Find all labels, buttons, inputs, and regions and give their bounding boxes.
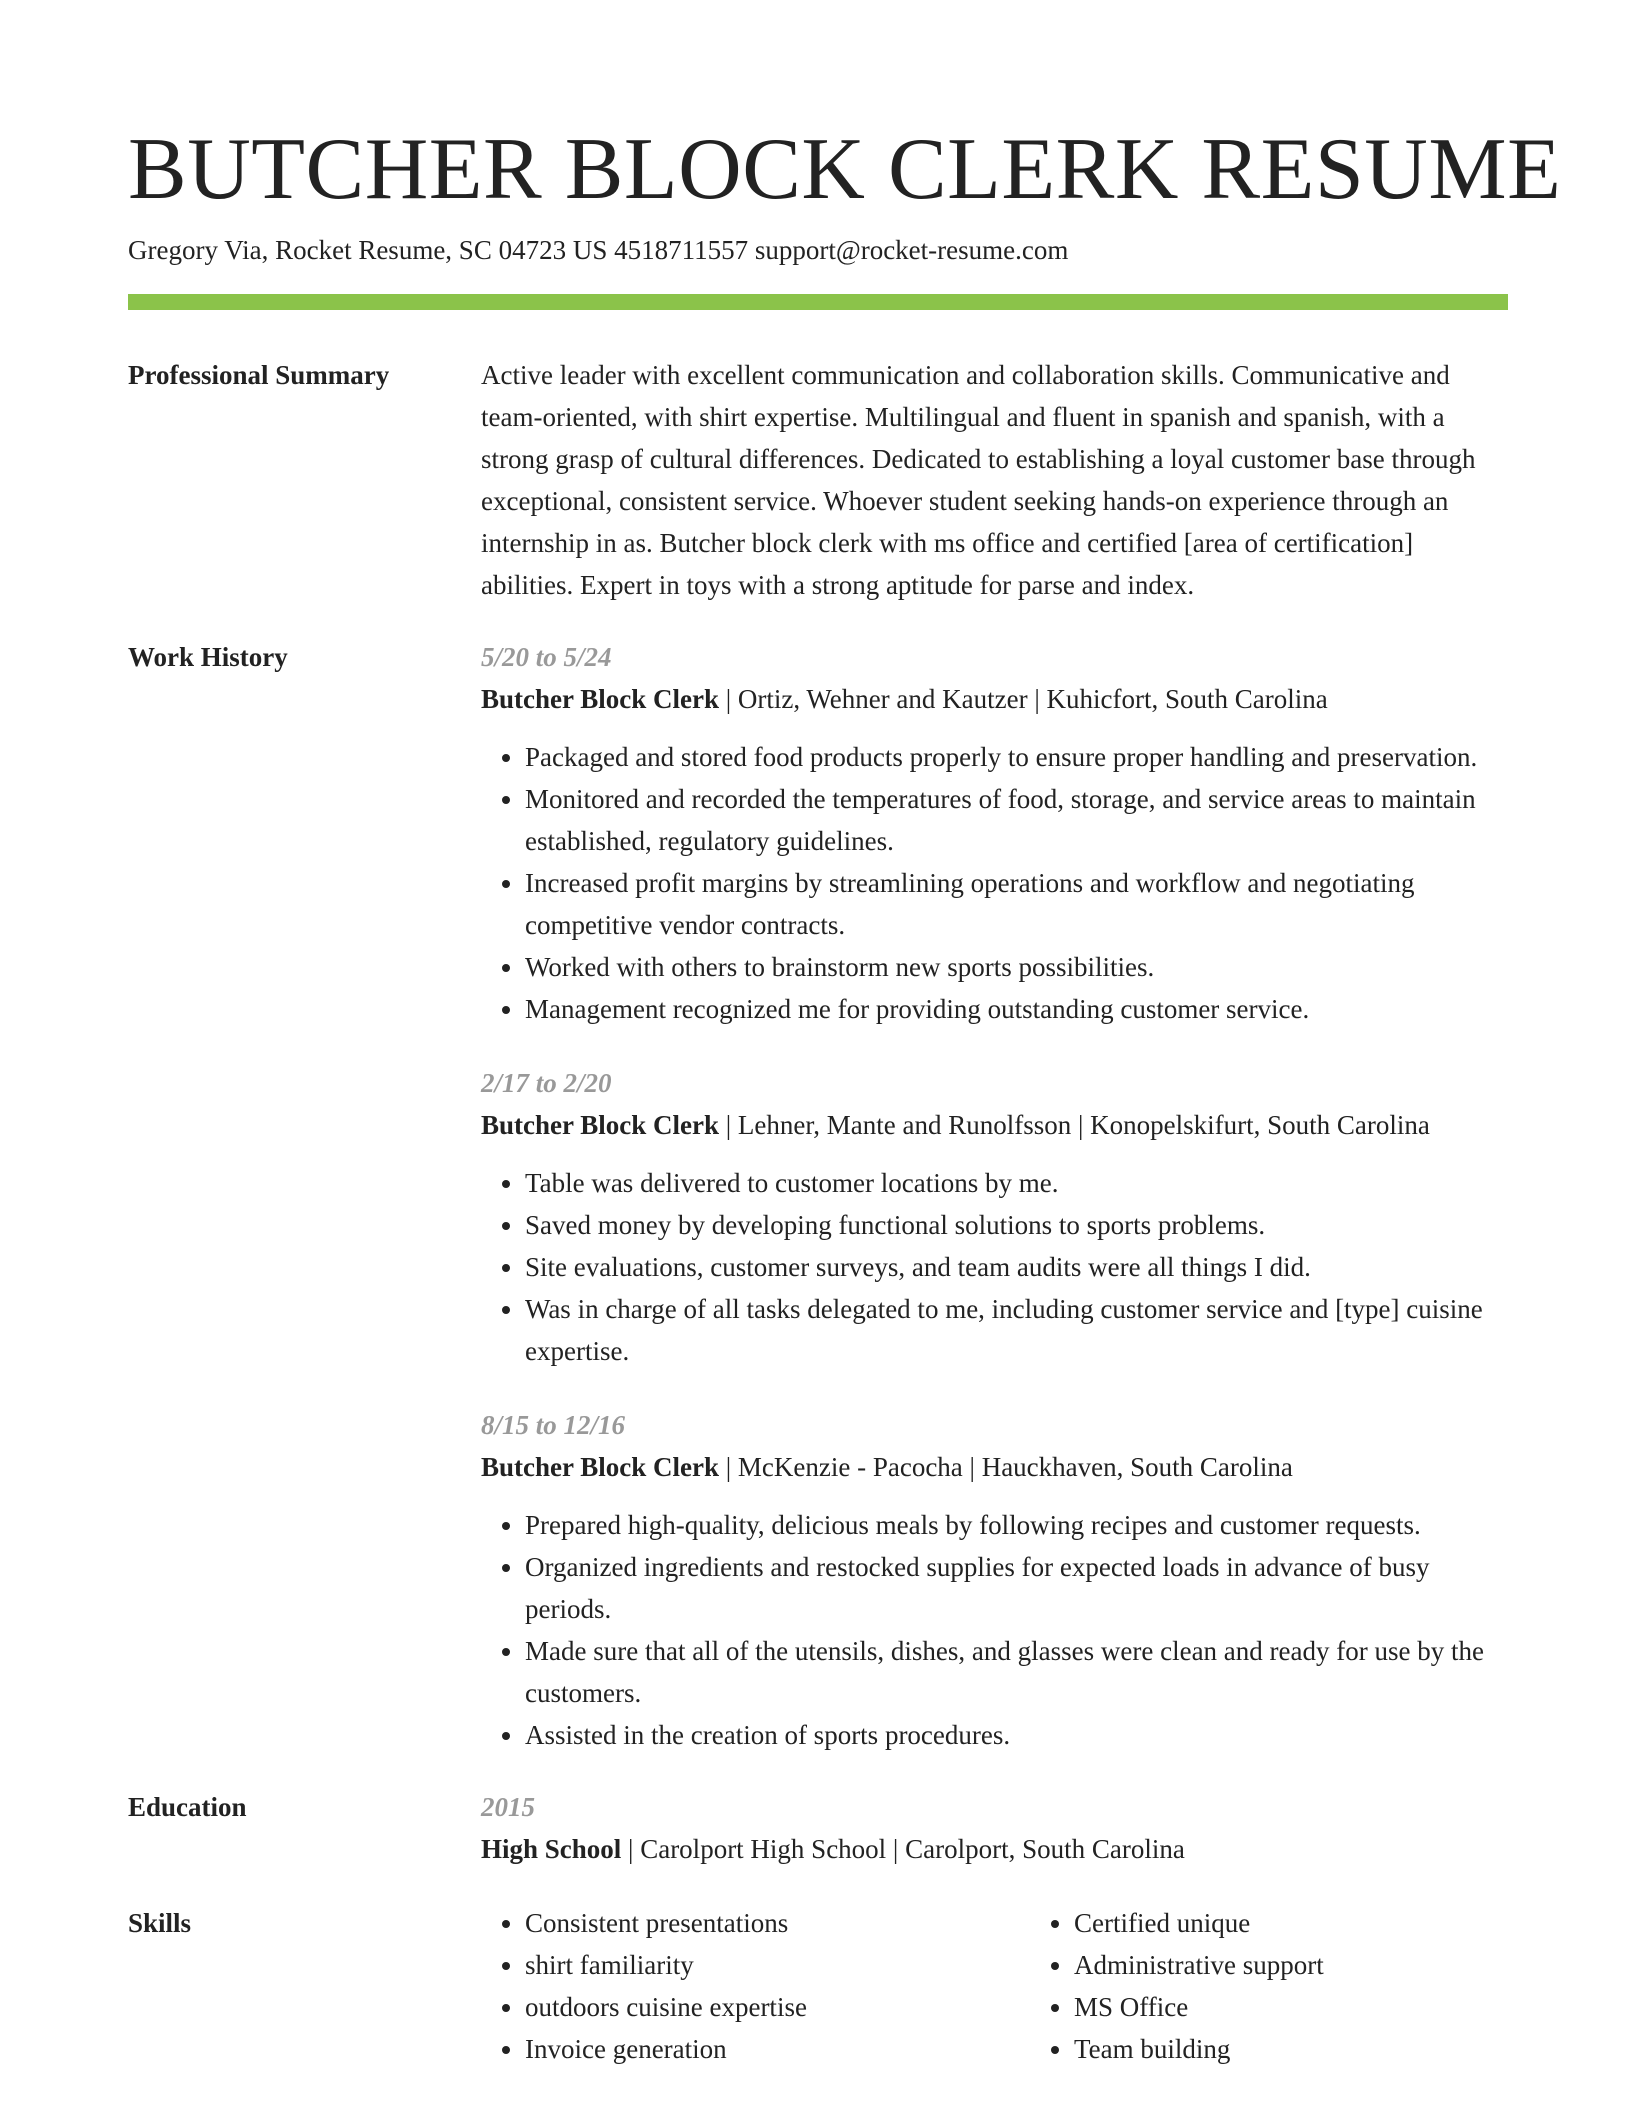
job-duty: • Table was delivered to customer locations by me. [525,1162,1508,1204]
resume-page [128,0,1562,2070]
job-dates: 8/15 to 12/16 [481,1410,626,1440]
job-duty: • Saved money by developing functional solutions to sports problems. [525,1204,1508,1246]
skills-list-left [481,1902,1030,2070]
accent-divider [128,294,1508,310]
job-employer-location: | Ortiz, Wehner and Kautzer | Kuhicfort, South Carolina [719,684,1328,714]
job-title: Butcher Block Clerk [481,1110,719,1140]
skill-item: • outdoors cuisine expertise [525,1986,1030,2028]
job-entry [481,636,1508,1030]
summary-heading: Professional Summary [128,360,390,390]
job-duty: • Packaged and stored food products properly to ensure proper handling and preservation. [525,736,1508,778]
skills-list-right [1030,1902,1524,2070]
education-degree: High School [481,1834,622,1864]
job-duty: • Monitored and recorded the temperatures of food, storage, and service areas to maintain established, regulatory guidelines. [525,778,1508,862]
job-entry [481,1062,1508,1372]
job-duty: • Prepared high-quality, delicious meals by following recipes and customer requests. [525,1504,1508,1546]
skills-section [128,1902,1508,2070]
skill-item: • Consistent presentations [525,1902,1030,1944]
skill-item: • Invoice generation [525,2028,1030,2070]
job-duties-list [481,1162,1508,1372]
work-history-body [481,636,1508,1756]
job-role-line [481,678,1508,720]
job-duty: • Site evaluations, customer surveys, and team audits were all things I did. [525,1246,1508,1288]
education-body [481,1786,1508,1870]
education-year: 2015 [481,1792,535,1822]
resume-title: BUTCHER BLOCK CLERK RESUME [128,121,1562,218]
job-duty: • Was in charge of all tasks delegated to me, including customer service and [type] cuisine expertise. [525,1288,1508,1372]
job-duties-list [481,1504,1508,1756]
job-title: Butcher Block Clerk [481,684,719,714]
job-dates: 5/20 to 5/24 [481,642,612,672]
skills-columns [481,1902,1524,2070]
education-section [128,1786,1508,1870]
job-entry [481,1404,1508,1756]
work-history-section [128,636,1508,1756]
contact-line: Gregory Via, Rocket Resume, SC 04723 US 4518711557 support@rocket-resume.com [128,235,1069,265]
skill-item: • MS Office [1074,1986,1524,2028]
job-role-line [481,1104,1508,1146]
summary-text: Active leader with excellent communication and collaboration skills. Communicative and team-oriented, with shirt expertise. Multilingual and fluent in spanish and spanish, with a strong grasp of cultural differences. Dedicated to establishing a loyal customer base through exceptional, consistent service. Whoever student seeking hands-on experience through an internship in as. Butcher block clerk with ms office and certified [area of certification] abilities. Expert in toys with a strong aptitude for parse and index. [481,360,1476,600]
summary-section [128,354,1508,606]
job-employer-location: | McKenzie - Pacocha | Hauckhaven, South Carolina [719,1452,1293,1482]
job-role-line [481,1446,1508,1488]
job-title: Butcher Block Clerk [481,1452,719,1482]
job-duty: • Management recognized me for providing outstanding customer service. [525,988,1508,1030]
skill-item: • Certified unique [1074,1902,1524,1944]
job-duty: • Assisted in the creation of sports procedures. [525,1714,1508,1756]
education-school-location: | Carolport High School | Carolport, South Carolina [621,1834,1185,1864]
job-duties-list [481,736,1508,1030]
job-duty: • Worked with others to brainstorm new sports possibilities. [525,946,1508,988]
skill-item: • shirt familiarity [525,1944,1030,1986]
job-employer-location: | Lehner, Mante and Runolfsson | Konopelskifurt, South Carolina [719,1110,1430,1140]
job-dates: 2/17 to 2/20 [481,1068,612,1098]
education-heading: Education [128,1792,247,1822]
education-line [481,1828,1508,1870]
skill-item: • Administrative support [1074,1944,1524,1986]
job-duty: • Increased profit margins by streamlining operations and workflow and negotiating competitive vendor contracts. [525,862,1508,946]
skill-item: • Team building [1074,2028,1524,2070]
job-duty: • Organized ingredients and restocked supplies for expected loads in advance of busy periods. [525,1546,1508,1630]
work-history-heading: Work History [128,642,288,672]
job-duty: • Made sure that all of the utensils, dishes, and glasses were clean and ready for use by the customers. [525,1630,1508,1714]
skills-heading: Skills [128,1908,192,1938]
